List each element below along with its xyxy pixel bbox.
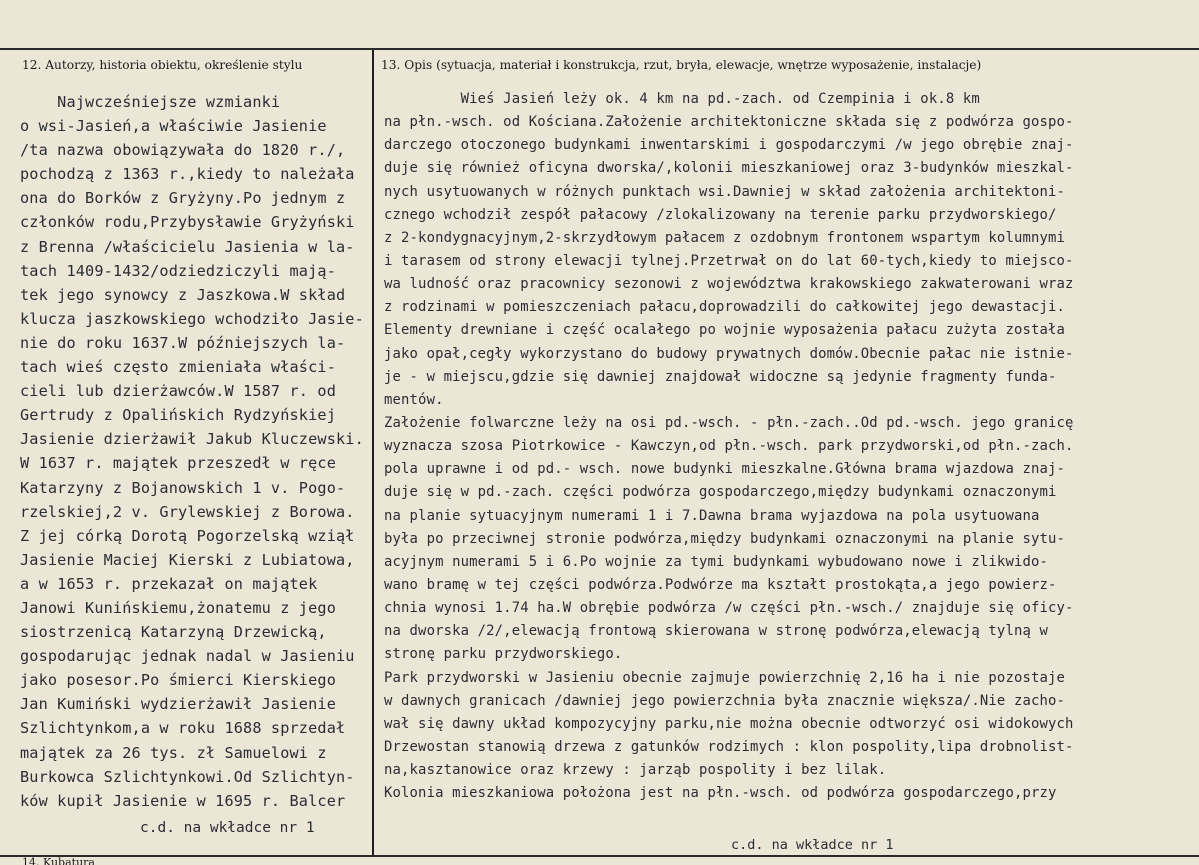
text-line: /ta nazwa obowiązywała do 1820 r./, [20, 141, 346, 160]
text-line: z Brenna /właścicielu Jasienia w la- [20, 237, 355, 256]
text-line: wał się dawny układ kompozycyjny parku,nie można obecnie odtworzyć osi widokowych [384, 715, 1074, 732]
text-line: wyznacza szosa Piotrkowice - Kawczyn,od płn.-wsch. park przydworski,od płn.-zach. [384, 438, 1074, 455]
text-line: pola uprawne i od pd.- wsch. nowe budynki mieszkalne.Główna brama wjazdowa znaj- [384, 461, 1066, 478]
text-line: klucza jaszkowskiego wchodziło Jasie- [20, 309, 364, 328]
text-line: cieli lub dzierżawców.W 1587 r. od [20, 382, 336, 401]
text-line: tach wieś często zmieniała właści- [20, 358, 336, 377]
text-line: wano bramę w tej części podwórza.Podwórze ma kształt prostokąta,a jego powierz- [384, 576, 1057, 593]
text-line: nych usytuowanych w różnych punktach wsi.Dawniej w skład założenia architektoni- [384, 183, 1066, 200]
top-rule [0, 48, 1199, 50]
text-line: rzelskiej,2 v. Grylewskiej z Borowa. [20, 502, 355, 521]
text-line: jako posesor.Po śmierci Kierskiego [20, 671, 336, 690]
text-line: Wieś Jasień leży ok. 4 km na pd.-zach. od Czempinia i ok.8 km [384, 91, 980, 107]
text-line: Szlichtynkom,a w roku 1688 sprzedał [20, 719, 346, 738]
left-continuation-note: c.d. na wkładce nr 1 [140, 820, 315, 836]
text-line: Katarzyny z Bojanowskich 1 v. Pogo- [20, 478, 346, 497]
description-text [384, 88, 1194, 805]
text-line: Jan Kumiński wydzierżawił Jasienie [20, 695, 336, 714]
text-line: Drzewostan stanowią drzewa z gatunków rodzimych : klon pospolity,lipa drobnolist- [384, 738, 1074, 755]
text-line: majątek za 26 tys. zł Samuelowi z [20, 743, 327, 762]
text-line: Janowi Kunińskiemu,żonatemu z jego [20, 598, 336, 617]
text-line: na planie sytuacyjnym numerami 1 i 7.Dawna brama wyjazdowa na pola usytuowana [384, 507, 1040, 524]
left-column-heading: 12. Autorzy, historia obiektu, określenie stylu [22, 58, 303, 72]
right-continuation-note: c.d. na wkładce nr 1 [731, 837, 894, 853]
text-line: stronę parku przydworskiego. [384, 646, 623, 663]
text-line: z rodzinami w pomieszczeniach pałacu,doprowadzili do całkowitej jego dewastacji. [384, 299, 1066, 316]
text-line: gospodarując jednak nadal w Jasieniu [20, 647, 355, 666]
text-line: tach 1409-1432/odziedziczyli mają- [20, 261, 336, 280]
text-line: mentów. [384, 391, 444, 408]
bottom-rule [0, 855, 1199, 857]
text-line: ona do Borków z Gryżyny.Po jednym z [20, 189, 346, 208]
text-line: a w 1653 r. przekazał on majątek [20, 574, 318, 593]
text-line: w dawnych granicach /dawniej jego powierzchnia była znacznie większa/.Nie zacho- [384, 692, 1066, 709]
text-line: Gertrudy z Opalińskich Rydzyńskiej [20, 406, 336, 425]
text-line: duje się również oficyna dworska/,kolonii mieszkaniowej oraz 3-budynków mieszkal- [384, 160, 1074, 177]
text-line: duje się w pd.-zach. części podwórza gospodarczego,między budynkami oznaczonymi [384, 484, 1057, 501]
text-line: Jasienie Maciej Kierski z Lubiatowa, [20, 550, 355, 569]
text-line: ków kupił Jasienie w 1695 r. Balcer [20, 791, 346, 810]
text-line: W 1637 r. majątek przeszedł w ręce [20, 454, 336, 473]
text-line: acyjnym numerami 5 i 6.Po wojnie za tymi budynkami wybudowano nowe i zlikwido- [384, 553, 1049, 570]
text-line: Kolonia mieszkaniowa położona jest na płn.-wsch. od podwórza gospodarczego,przy [384, 785, 1057, 802]
text-line: pochodzą z 1363 r.,kiedy to należała [20, 165, 355, 184]
text-line: na płn.-wsch. od Kościana.Założenie architektoniczne składa się z podwórza gospo- [384, 114, 1074, 131]
text-line: i tarasem od strony elewacji tylnej.Przetrwał on do lat 60-tych,kiedy to miejsco- [384, 252, 1074, 269]
text-line: na,kasztanowice oraz krzewy : jarząb pospolity i bez lilak. [384, 762, 887, 779]
text-line: siostrzenicą Katarzyną Drzewicką, [20, 623, 327, 642]
text-line: Park przydworski w Jasieniu obecnie zajmuje powierzchnię 2,16 ha i nie pozostaje [384, 669, 1066, 686]
history-text [20, 90, 380, 813]
text-line: Elementy drewniane i część ocalałego po wojnie wyposażenia pałacu zużyta została [384, 322, 1066, 339]
right-column-heading: 13. Opis (sytuacja, materiał i konstrukcja, rzut, bryła, elewacje, wnętrze wyposażenie, instalacje) [381, 58, 982, 72]
text-line: Jasienie dzierżawił Jakub Kluczewski. [20, 430, 364, 449]
text-line: tek jego synowcy z Jaszkowa.W skład [20, 285, 346, 304]
text-line: cznego wchodził zespół pałacowy /zlokalizowany na terenie parku przydworskiego/ [384, 206, 1057, 223]
text-line: Najwcześniejsze wzmianki [20, 93, 281, 111]
text-line: Burkowca Szlichtynkowi.Od Szlichtyn- [20, 767, 355, 786]
text-line: nie do roku 1637.W późniejszych la- [20, 333, 346, 352]
text-line: była po przeciwnej stronie podwórza,między budynkami oznaczonymi na planie sytu- [384, 530, 1066, 547]
text-line: z 2-kondygnacyjnym,2-skrzydłowym pałacem z ozdobnym frontonem wspartym kolumnymi [384, 229, 1066, 246]
text-line: o wsi-Jasień,a właściwie Jasienie [20, 117, 327, 136]
text-line: jako opał,cegły wykorzystano do budowy prywatnych domów.Obecnie pałac nie istnie- [384, 345, 1074, 362]
text-line: je - w miejscu,gdzie się dawniej znajdował widoczne są jedynie fragmenty funda- [384, 368, 1057, 385]
text-line: chnia wynosi 1.74 ha.W obrębie podwórza /w części płn.-wsch./ znajduje się oficy- [384, 600, 1074, 617]
text-line: wa ludność oraz pracownicy sezonowi z województwa krakowskiego zakwaterowani wraz [384, 276, 1074, 293]
text-line: Z jej córką Dorotą Pogorzelską wziął [20, 526, 355, 545]
text-line: na dworska /2/,elewacją frontową skierowana w stronę podwórza,elewacją tylną w [384, 623, 1049, 640]
text-line: darczego otoczonego budynkami inwentarskimi i gospodarczymi /w jego obrębie znaj- [384, 137, 1074, 154]
text-line: członków rodu,Przybysławie Gryżyński [20, 213, 355, 232]
text-line: Założenie folwarczne leży na osi pd.-wsch. - płn.-zach..Od pd.-wsch. jego granicę [384, 414, 1074, 431]
section-14-heading: 14. Kubatura [22, 856, 95, 865]
